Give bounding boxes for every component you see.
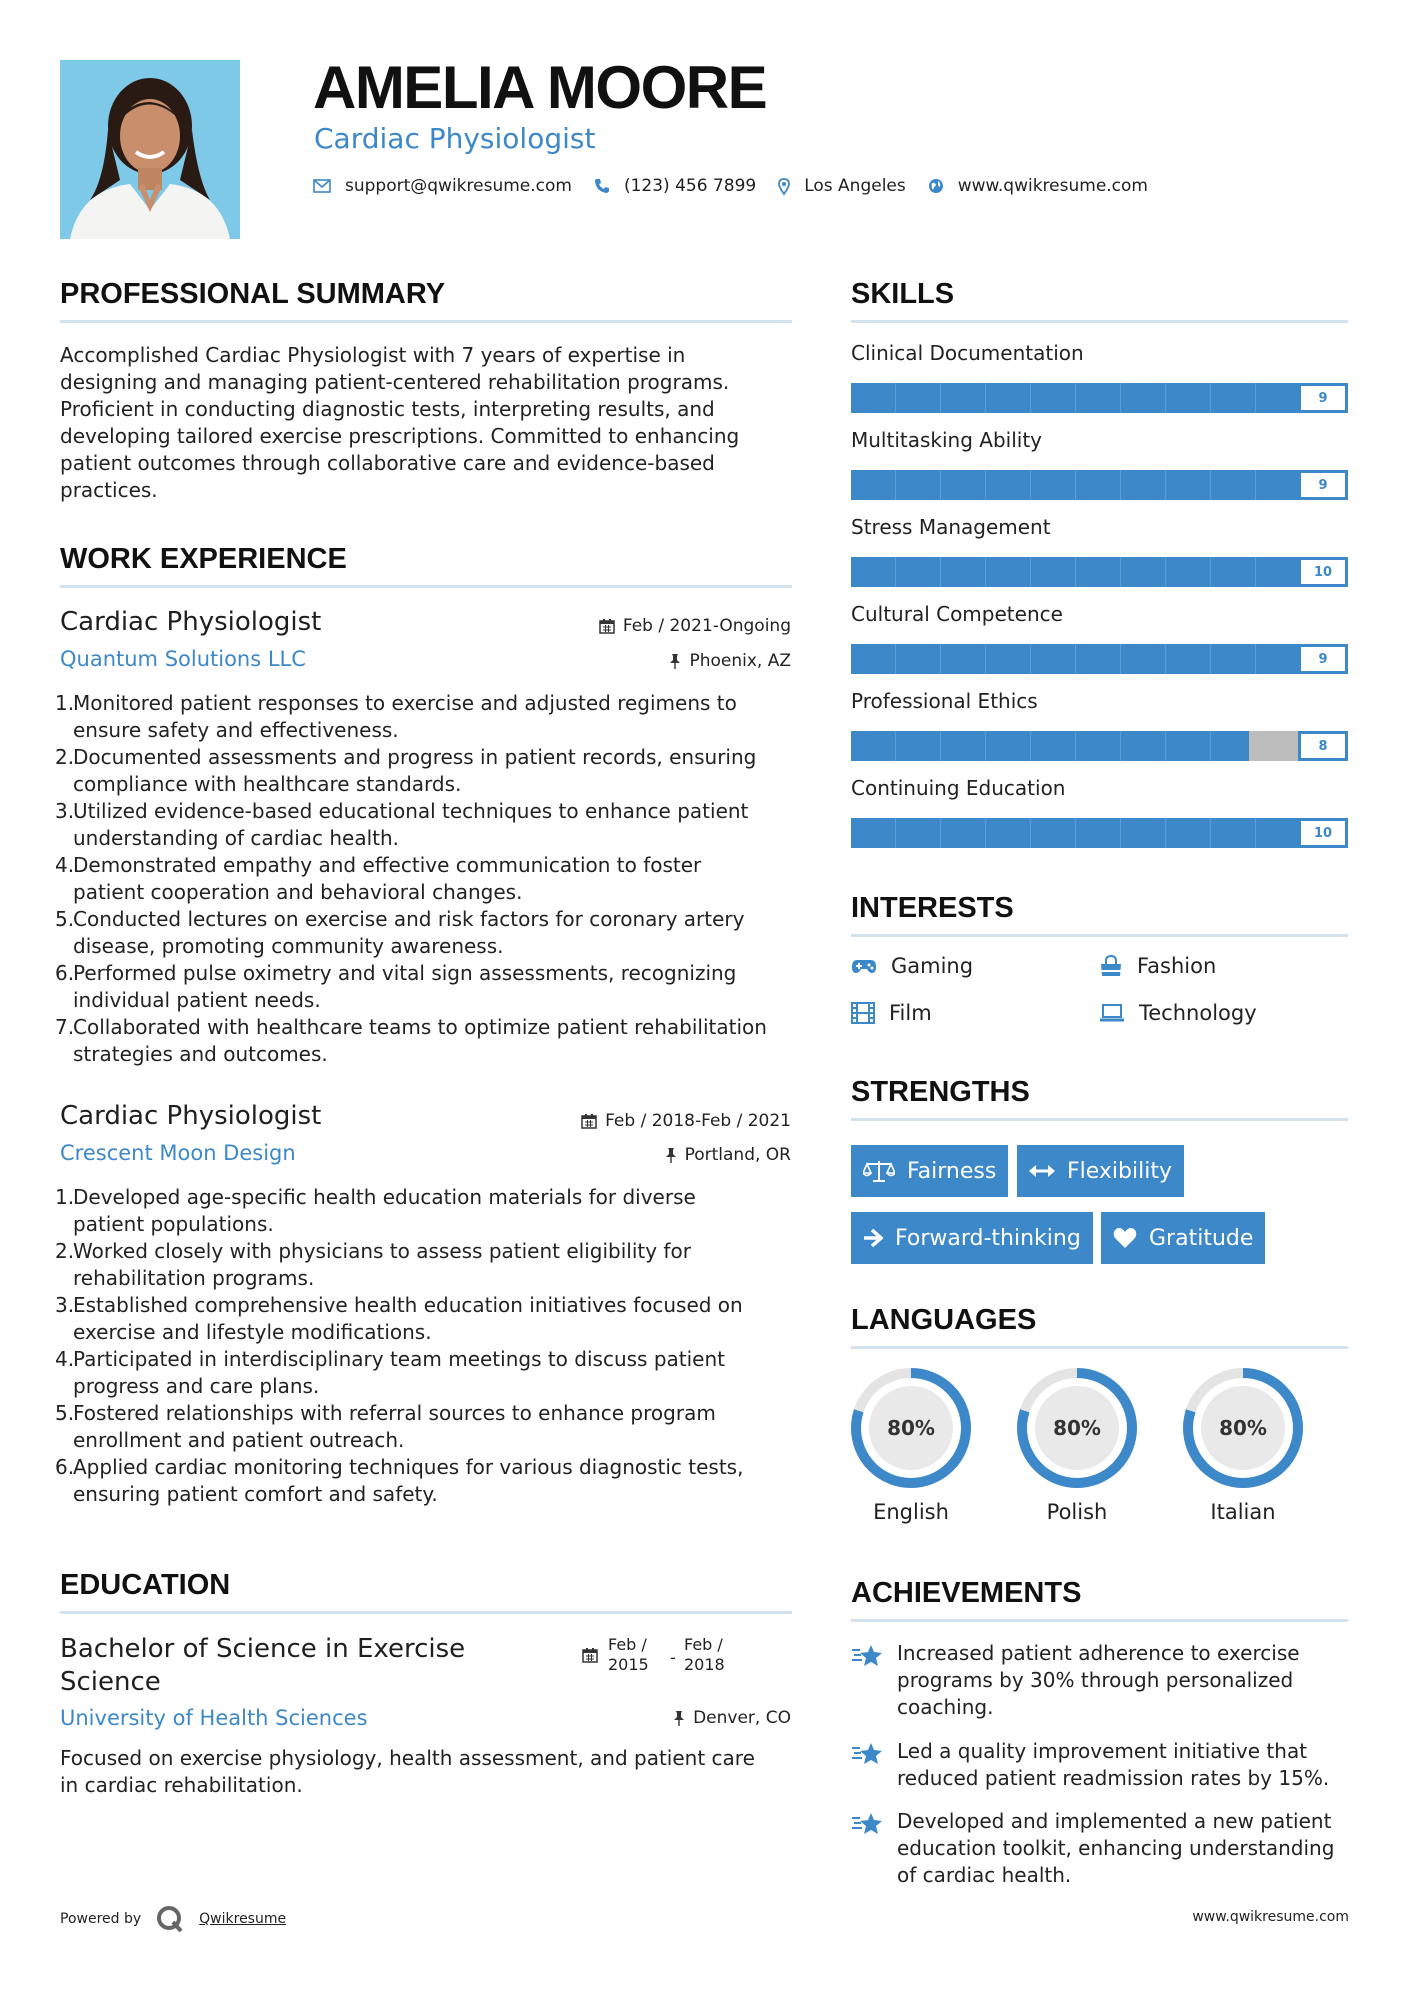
skill-bar-fill <box>851 644 1298 674</box>
skill-name: Cultural Competence <box>851 602 1063 626</box>
skill-bar-fill <box>851 470 1298 500</box>
interest-gaming <box>851 954 973 978</box>
job-location-text: Portland, OR <box>684 1145 791 1165</box>
interests-heading: INTERESTS <box>851 892 1014 924</box>
job-location <box>669 651 791 671</box>
calendar-icon <box>599 618 615 634</box>
list-item: 3. Established comprehensive health education initiatives focused on exercise and lifestyle modifications. <box>55 1293 743 1344</box>
skill-bar-fill <box>851 818 1348 848</box>
job-title: Cardiac Physiologist <box>60 1101 322 1131</box>
achievements-divider <box>851 1619 1348 1622</box>
job-date <box>599 616 791 636</box>
list-item: 4. Demonstrated empathy and effective communication to foster patient cooperation and behavioral changes. <box>55 853 702 904</box>
contact-email-text: support@qwikresume.com <box>345 176 572 196</box>
list-item: 4. Participated in interdisciplinary team meetings to discuss patient progress and care plans. <box>55 1347 725 1398</box>
skill-bar-fill <box>851 731 1249 761</box>
language-name: English <box>873 1500 949 1524</box>
interest-technology <box>1099 1001 1257 1025</box>
languages-divider <box>851 1346 1348 1349</box>
contact-bar <box>313 176 1170 196</box>
list-item: 2. Worked closely with physicians to assess patient eligibility for rehabilitation programs. <box>55 1239 691 1290</box>
skill-name: Clinical Documentation <box>851 341 1084 365</box>
gauge-label: 80% <box>1219 1416 1267 1440</box>
skill-bar <box>851 644 1348 674</box>
job-location-text: Phoenix, AZ <box>689 651 791 671</box>
interest-label: Technology <box>1139 1001 1257 1025</box>
job-duties <box>55 690 800 1068</box>
contact-phone-text: (123) 456 7899 <box>623 176 757 196</box>
skill-bar-fill <box>851 557 1348 587</box>
achievement-item: Led a quality improvement initiative that reduced patient readmission rates by 15%. <box>851 1738 1351 1792</box>
skill-bar-fill <box>851 383 1298 413</box>
interest-label: Film <box>889 1001 932 1025</box>
skill-bar <box>851 731 1348 761</box>
pushpin-icon <box>665 1147 677 1163</box>
language-gauge <box>849 1366 973 1490</box>
skill-score: 9 <box>1298 383 1348 413</box>
strength-label: Fairness <box>907 1158 997 1184</box>
qwikresume-link[interactable]: Qwikresume <box>199 1911 287 1927</box>
contact-email[interactable] <box>313 176 572 196</box>
shooting-star-icon <box>851 1642 883 1670</box>
strength-label: Flexibility <box>1067 1158 1172 1184</box>
strength-tag-fairness <box>851 1145 1008 1197</box>
balance-scale-icon <box>863 1159 895 1183</box>
contact-location-text: Los Angeles <box>804 176 906 196</box>
degree-title: Bachelor of Science in Exercise Science <box>60 1634 466 1697</box>
heart-icon <box>1113 1227 1137 1249</box>
school-name: University of Health Sciences <box>60 1706 368 1730</box>
skill-name: Multitasking Ability <box>851 428 1042 452</box>
qwikresume-logo-icon <box>155 1904 185 1934</box>
skill-name: Continuing Education <box>851 776 1066 800</box>
list-item: 6. Applied cardiac monitoring techniques for various diagnostic tests, ensuring patient comfort and safety. <box>55 1455 744 1506</box>
interest-fashion <box>1099 954 1216 978</box>
summary-line: Accomplished Cardiac Physiologist with 7 years of expertise in <box>60 343 686 367</box>
arrows-horizontal-icon <box>1029 1164 1055 1178</box>
laptop-icon <box>1099 1004 1125 1022</box>
footer-site[interactable]: www.qwikresume.com <box>1192 1909 1349 1925</box>
achievements-heading: ACHIEVEMENTS <box>851 1577 1082 1609</box>
summary-line: patient outcomes through collaborative care and evidence-based <box>60 451 715 475</box>
skill-row <box>851 341 1348 406</box>
skill-score: 10 <box>1298 818 1348 848</box>
education-heading: EDUCATION <box>60 1569 231 1601</box>
achievement-item: Increased patient adherence to exercise programs by 30% through personalized coaching. <box>851 1640 1351 1721</box>
interests-divider <box>851 934 1348 937</box>
gauge-label: 80% <box>887 1416 935 1440</box>
education-divider <box>60 1611 792 1614</box>
summary-heading: PROFESSIONAL SUMMARY <box>60 278 446 310</box>
list-item: 2. Documented assessments and progress in patient records, ensuring compliance with healthcare standards. <box>55 745 757 796</box>
profile-photo-image <box>60 60 240 239</box>
skill-score: 10 <box>1298 557 1348 587</box>
strength-tag-gratitude <box>1101 1212 1265 1264</box>
language-gauge <box>1015 1366 1139 1490</box>
globe-icon <box>928 178 944 194</box>
education-description: Focused on exercise physiology, health assessment, and patient care in cardiac rehabilitation. <box>60 1746 755 1797</box>
skill-score: 9 <box>1298 470 1348 500</box>
list-item: 3. Utilized evidence-based educational techniques to enhance patient understanding of cardiac health. <box>55 799 749 850</box>
education-location <box>673 1708 791 1728</box>
list-item: 6. Performed pulse oximetry and vital sign assessments, recognizing individual patient needs. <box>55 961 737 1012</box>
skill-bar <box>851 383 1348 413</box>
strength-label: Forward-thinking <box>895 1225 1081 1251</box>
job-date-text: Feb / 2018-Feb / 2021 <box>605 1111 791 1131</box>
summary-line: practices. <box>60 478 158 502</box>
gauge-label: 80% <box>1053 1416 1101 1440</box>
job-date-text: Feb / 2021-Ongoing <box>622 616 791 636</box>
candidate-title: Cardiac Physiologist <box>314 122 596 155</box>
strengths-heading: STRENGTHS <box>851 1076 1030 1108</box>
arrow-right-icon <box>863 1228 883 1248</box>
shopping-bag-icon <box>1099 955 1123 977</box>
job-company: Crescent Moon Design <box>60 1141 296 1165</box>
job-location <box>665 1145 791 1165</box>
list-item: 5. Conducted lectures on exercise and risk factors for coronary artery disease, promoting community awareness. <box>55 907 745 958</box>
language-name: Italian <box>1210 1500 1276 1524</box>
contact-website-text: www.qwikresume.com <box>957 176 1148 196</box>
interest-label: Fashion <box>1137 954 1217 978</box>
job-company: Quantum Solutions LLC <box>60 647 306 671</box>
skill-bar <box>851 470 1348 500</box>
experience-heading: WORK EXPERIENCE <box>60 543 347 575</box>
contact-phone[interactable] <box>594 176 756 196</box>
skill-bar <box>851 818 1348 848</box>
skill-row <box>851 776 1348 841</box>
strength-tag-forward-thinking <box>851 1212 1093 1264</box>
contact-website[interactable] <box>928 176 1148 196</box>
list-item: 5. Fostered relationships with referral sources to enhance program enrollment and patient outreach. <box>55 1401 716 1452</box>
language-item <box>1181 1366 1305 1524</box>
strengths-divider <box>851 1118 1348 1121</box>
job-title: Cardiac Physiologist <box>60 607 322 637</box>
powered-by-text: Powered by <box>60 1911 142 1927</box>
skill-row <box>851 689 1348 754</box>
summary-line: designing and managing patient-centered rehabilitation programs. <box>60 370 730 394</box>
summary-divider <box>60 320 792 323</box>
contact-location <box>778 176 906 196</box>
footer-powered <box>60 1904 286 1934</box>
interest-label: Gaming <box>891 954 974 978</box>
interest-film <box>851 1001 932 1025</box>
skill-row <box>851 602 1348 667</box>
job-duties <box>55 1184 800 1508</box>
list-item: 1. Monitored patient responses to exercise and adjusted regimens to ensure safety and effectiveness. <box>55 691 737 742</box>
skill-name: Stress Management <box>851 515 1051 539</box>
phone-icon <box>594 178 610 194</box>
strength-label: Gratitude <box>1149 1225 1254 1251</box>
language-name: Polish <box>1046 1500 1108 1524</box>
pushpin-icon <box>673 1710 685 1726</box>
experience-divider <box>60 585 792 588</box>
skills-heading: SKILLS <box>851 278 955 310</box>
language-item <box>849 1366 973 1524</box>
language-item <box>1015 1366 1139 1524</box>
film-icon <box>851 1002 875 1024</box>
skill-bar <box>851 557 1348 587</box>
strength-tag-flexibility <box>1017 1145 1184 1197</box>
map-pin-icon <box>778 178 790 195</box>
list-item: 7. Collaborated with healthcare teams to optimize patient rehabilitation strategies and outcomes. <box>55 1015 767 1066</box>
shooting-star-icon <box>851 1740 883 1768</box>
list-item: 1. Developed age-specific health education materials for diverse patient populations. <box>55 1185 696 1236</box>
education-location-text: Denver, CO <box>693 1708 791 1728</box>
achievement-item: Developed and implemented a new patient education toolkit, enhancing understanding of cardiac health. <box>851 1808 1351 1889</box>
gamepad-icon <box>851 958 877 974</box>
skill-name: Professional Ethics <box>851 689 1038 713</box>
skill-row <box>851 515 1348 580</box>
candidate-name: AMELIA MOORE <box>313 54 767 121</box>
shooting-star-icon <box>851 1810 883 1838</box>
skill-score: 8 <box>1298 731 1348 761</box>
skill-row <box>851 428 1348 493</box>
summary-text <box>60 342 800 504</box>
skill-score: 9 <box>1298 644 1348 674</box>
skills-divider <box>851 320 1348 323</box>
summary-line: developing tailored exercise prescriptions. Committed to enhancing <box>60 424 740 448</box>
languages-list <box>849 1366 1349 1541</box>
pushpin-icon <box>669 653 681 669</box>
envelope-icon <box>313 179 331 193</box>
language-gauge <box>1181 1366 1305 1490</box>
job-date <box>581 1111 791 1131</box>
education-date: Feb / 2015 - Feb / 2018 <box>582 1635 725 1675</box>
summary-line: Proficient in conducting diagnostic tests, interpreting results, and <box>60 397 715 421</box>
profile-photo <box>60 60 240 239</box>
languages-heading: LANGUAGES <box>851 1304 1037 1336</box>
calendar-icon <box>581 1113 597 1129</box>
calendar-icon <box>582 1647 598 1663</box>
